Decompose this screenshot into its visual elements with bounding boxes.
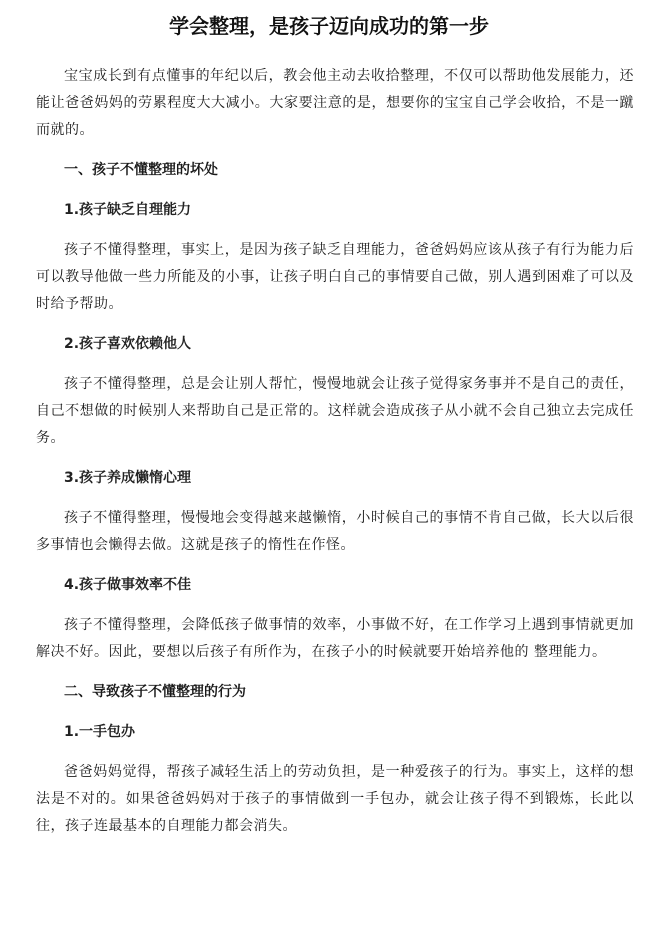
spacer [36, 40, 634, 63]
spacer [36, 666, 634, 679]
spacer [36, 452, 634, 465]
spacer [36, 318, 634, 331]
subheading-2-1: 1.一手包办 [64, 724, 136, 740]
paragraph-1-2: 孩子不懂得整理，总是会让别人帮忙，慢慢地就会让孩子觉得家务事并不是自己的责任，自己不想做的时候别人来帮助自己是正常的。这样就会造成孩子从小就不会自己独立去完成任务。 [36, 376, 634, 446]
spacer [36, 746, 634, 759]
article-title: 学会整理，是孩子迈向成功的第一步 [169, 14, 489, 38]
spacer [36, 706, 634, 719]
section-heading-1: 一、孩子不懂整理的坏处 [64, 162, 218, 178]
spacer [36, 559, 634, 572]
spacer [36, 599, 634, 612]
paragraph-1-3: 孩子不懂得整理，慢慢地会变得越来越懒惰，小时候自己的事情不肯自己做，长大以后很多事情也会懒得去做。这就是孩子的惰性在作怪。 [36, 510, 634, 553]
paragraph-1-4: 孩子不懂得整理，会降低孩子做事情的效率，小事做不好，在工作学习上遇到事情就更加解决不好。因此，要想以后孩子有所作为，在孩子小的时候就要开始培养他的 整理能力。 [36, 617, 634, 660]
subheading-1-2: 2.孩子喜欢依赖他人 [64, 336, 192, 352]
paragraph-1-1: 孩子不懂得整理，事实上，是因为孩子缺乏自理能力，爸爸妈妈应该从孩子有行为能力后可以教导他做一些力所能及的小事，让孩子明白自己的事情要自己做，别人遇到困难了可以及时给予帮助。 [36, 242, 634, 312]
spacer [36, 492, 634, 505]
subheading-1-3: 3.孩子养成懒惰心理 [64, 470, 192, 486]
subheading-1-1: 1.孩子缺乏自理能力 [64, 202, 192, 218]
spacer [36, 184, 634, 197]
section-heading-2: 二、导致孩子不懂整理的行为 [64, 684, 246, 700]
subheading-1-4: 4.孩子做事效率不佳 [64, 577, 192, 593]
spacer [36, 224, 634, 237]
spacer [36, 358, 634, 371]
paragraph-2-1: 爸爸妈妈觉得，帮孩子减轻生活上的劳动负担，是一种爱孩子的行为。事实上，这样的想法是不对的。如果爸爸妈妈对于孩子的事情做到一手包办，就会让孩子得不到锻炼，长此以往，孩子连最基本的自理能力都会消失。 [36, 764, 634, 834]
spacer [36, 144, 634, 157]
intro-paragraph: 宝宝成长到有点懂事的年纪以后，教会他主动去收拾整理，不仅可以帮助他发展能力，还能让爸爸妈妈的劳累程度大大减小。大家要注意的是，想要你的宝宝自己学会收拾，不是一蹴而就的。 [36, 68, 634, 138]
